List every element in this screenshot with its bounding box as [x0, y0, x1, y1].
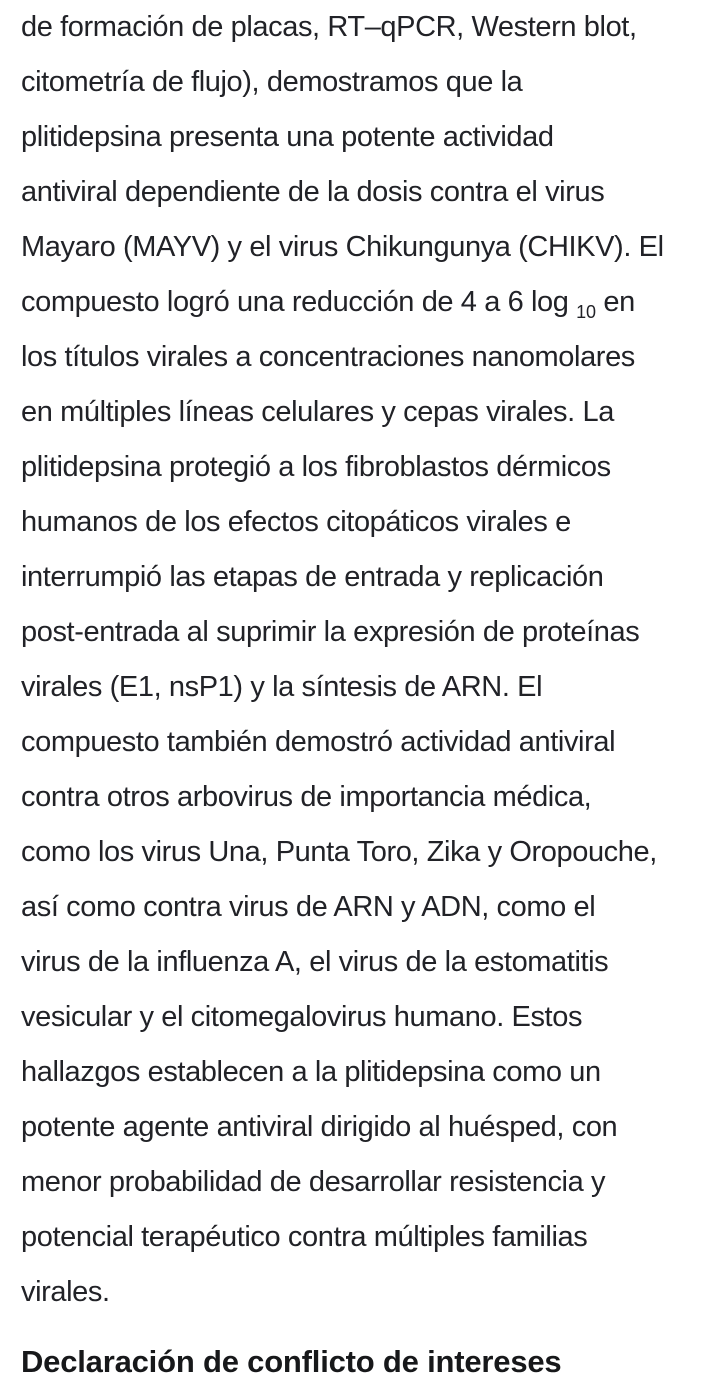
text-line: los títulos virales a concentraciones nanomolares — [21, 341, 635, 373]
text-line: potencial terapéutico contra múltiples familias — [21, 1221, 588, 1253]
text-line: así como contra virus de ARN y ADN, como el — [21, 891, 596, 923]
text-line: interrumpió las etapas de entrada y replicación — [21, 561, 604, 593]
text-line: contra otros arbovirus de importancia médica, — [21, 781, 592, 813]
text-line: hallazgos establecen a la plitidepsina como un — [21, 1056, 601, 1088]
text-line: en múltiples líneas celulares y cepas virales. La — [21, 396, 614, 428]
text-line: plitidepsina protegió a los fibroblastos dérmicos — [21, 451, 611, 483]
text-line: compuesto también demostró actividad antiviral — [21, 726, 616, 758]
text-line: antiviral dependiente de la dosis contra el virus — [21, 176, 605, 208]
text-line: citometría de flujo), demostramos que la — [21, 66, 523, 98]
text-line: virales (E1, nsP1) y la síntesis de ARN. El — [21, 671, 543, 703]
subscript-text: 10 — [576, 302, 596, 322]
text-run: compuesto logró una reducción de 4 a 6 log — [21, 286, 577, 318]
text-line: post-entrada al suprimir la expresión de proteínas — [21, 616, 640, 648]
text-line: Mayaro (MAYV) y el virus Chikungunya (CHIKV). El — [21, 231, 664, 263]
text-line: de formación de placas, RT–qPCR, Western blot, — [21, 11, 637, 43]
text-line: plitidepsina presenta una potente actividad — [21, 121, 554, 153]
text-line: vesicular y el citomegalovirus humano. Estos — [21, 1001, 583, 1033]
text-line: virales. — [21, 1276, 110, 1308]
text-line: virus de la influenza A, el virus de la estomatitis — [21, 946, 609, 978]
text-line — [21, 275, 706, 330]
text-line: menor probabilidad de desarrollar resistencia y — [21, 1166, 606, 1198]
text-run: en — [595, 286, 635, 318]
text-line: potente agente antiviral dirigido al huésped, con — [21, 1111, 618, 1143]
text-line: humanos de los efectos citopáticos virales e — [21, 506, 571, 538]
text-line: como los virus Una, Punta Toro, Zika y Oropouche, — [21, 836, 657, 868]
section-heading: Declaración de conflicto de intereses — [21, 1344, 562, 1379]
abstract-paragraph — [21, 0, 706, 1320]
